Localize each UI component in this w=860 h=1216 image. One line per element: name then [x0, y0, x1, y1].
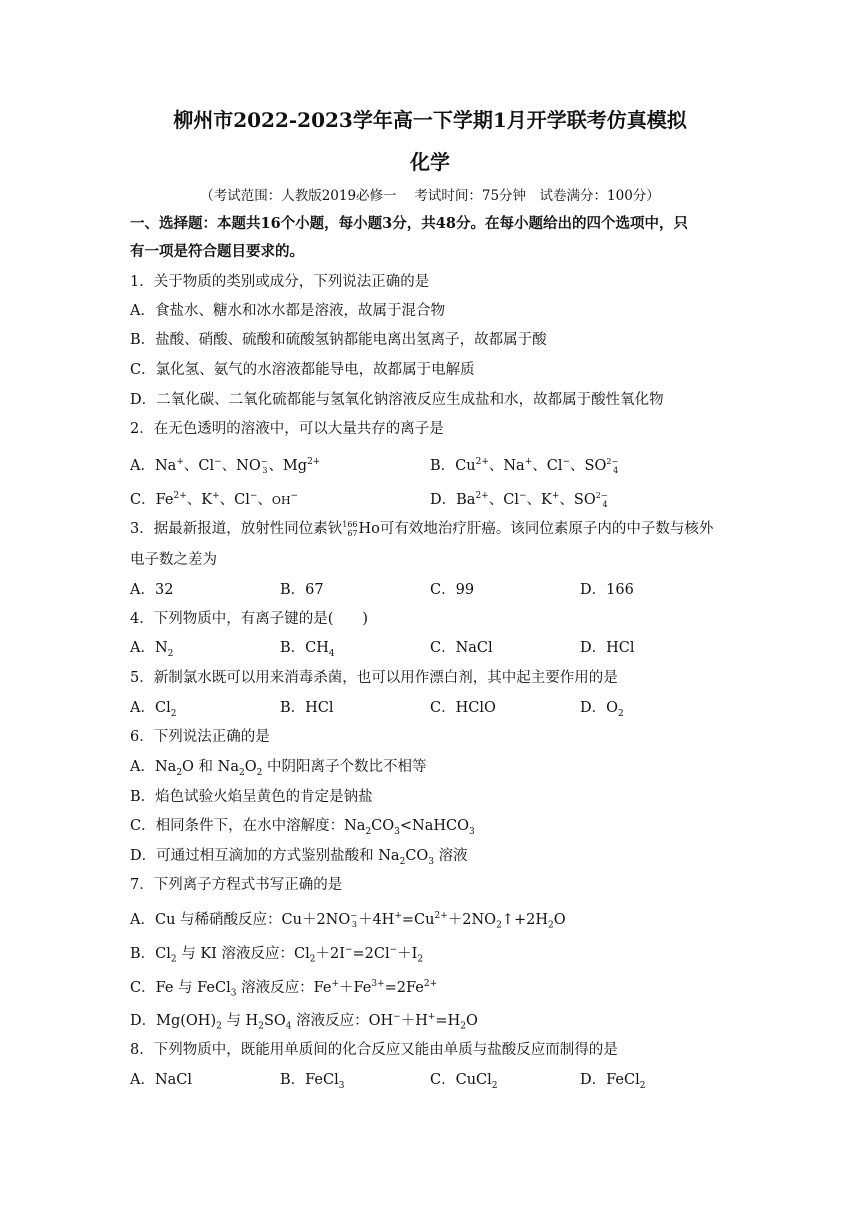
- q5-option-b: B．HCl: [280, 700, 334, 716]
- q5-stem: 5．新制氯水既可以用来消毒杀菌，也可以用作漂白剂，其中起主要作用的是: [130, 670, 618, 686]
- q1-option-c: C．氯化氢、氨气的水溶液都能导电，故都属于电解质: [130, 362, 475, 378]
- q5-option-a: A．$Cl_2$: [130, 700, 177, 719]
- q2-c-label: C．: [130, 491, 156, 508]
- q2-b-label: B．: [430, 457, 456, 474]
- q4-a-label: A．: [130, 640, 155, 656]
- q2-option-a: A．Na+、Cl−、NO− 3、$Mg^{2+}$: [130, 456, 321, 475]
- q3-stem-post: 可有效地治疗肝癌。该同位素原子内的中子数与核外: [379, 521, 714, 537]
- q6-option-c: C．相同条件下，在水中溶解度：$Na_2CO_3<NaHCO_3$: [130, 818, 475, 837]
- section-heading-line2: 有一项是符合题目要求的。: [130, 243, 304, 260]
- q2-option-b: B．$Cu^{2+}$、Na+、Cl−、SO2− 4: [430, 456, 619, 475]
- q4-b-label: B．: [280, 640, 306, 656]
- q2-a-label: A．: [130, 457, 155, 474]
- q3-option-c: C．99: [430, 582, 475, 598]
- q3-stem-pre: 3．据最新报道，放射性同位素钬: [130, 521, 343, 537]
- q7-option-a: A．Cu 与稀硝酸反应：Cu＋2NO− $3+4H^+=Cu^{2+}+2NO_2↑+2H_2O$: [130, 910, 566, 931]
- q1-option-b: B．盐酸、硝酸、硫酸和硫酸氢钠都能电离出氢离子，故都属于酸: [130, 332, 547, 348]
- q3-stem: [130, 519, 713, 539]
- q6-option-a: A．$Na_2O$ 和 $Na_2O_2$ 中阴阳离子个数比不相等: [130, 759, 427, 778]
- q3-option-d: D．166: [580, 582, 634, 598]
- q4-option-b: B．$CH_4$: [280, 640, 335, 659]
- q4-option-a: A．$N_2$: [130, 640, 174, 659]
- q1-option-a: A．食盐水、糖水和冰水都是溶液，故属于混合物: [130, 303, 445, 319]
- q3-atomic-number: 67: [347, 529, 358, 538]
- q5-a-label: A．: [130, 700, 155, 716]
- q2-stem: 2．在无色透明的溶液中，可以大量共存的离子是: [130, 421, 444, 437]
- q3-stem-line2: 电子数之差为: [130, 552, 217, 568]
- q5-option-c: C．HClO: [430, 700, 496, 716]
- q5-d-label: D．: [580, 700, 607, 716]
- q4-stem: 4．下列物质中，有离子键的是( ): [130, 611, 369, 627]
- q2-option-d: D．$Ba^{2+}$、Cl−、K+、SO2− 4: [430, 490, 608, 509]
- q8-option-b: B．FeCl$_3$: [280, 1072, 345, 1091]
- q2-d-label: D．: [430, 491, 457, 508]
- q6-option-b: B．焰色试验火焰呈黄色的肯定是钠盐: [130, 789, 373, 805]
- q7-option-b: B．$Cl_2$ 与 KI 溶液反应：$Cl_2+2I^-=2Cl^-+I_2$: [130, 945, 424, 965]
- q3-mass-number: 166: [342, 520, 358, 529]
- q6-option-d: D．可通过相互滴加的方式鉴别盐酸和 $Na_2CO_3$ 溶液: [130, 848, 468, 867]
- q8-option-a: A．NaCl: [130, 1072, 193, 1088]
- q3-element-symbol: Ho: [358, 521, 380, 537]
- exam-title: 柳州市2022-2023学年高一下学期1月开学联考仿真模拟: [173, 108, 687, 132]
- q7-option-c: C．Fe 与 FeCl$_3$ 溶液反应：$Fe^++Fe^{3+}=2Fe^{2+}$: [130, 979, 438, 999]
- q8-stem: 8．下列物质中，既能用单质间的化合反应又能由单质与盐酸反应而制得的是: [130, 1042, 618, 1058]
- section-heading-line1: 一、选择题：本题共16个小题，每小题3分，共48分。在每小题给出的四个选项中，只: [130, 215, 688, 232]
- q1-option-d: D．二氧化碳、二氧化硫都能与氢氧化钠溶液反应生成盐和水，故都属于酸性氧化物: [130, 392, 664, 408]
- q3-option-b: B．67: [280, 582, 324, 598]
- q6-stem: 6．下列说法正确的是: [130, 729, 270, 745]
- subject-title: 化学: [410, 150, 450, 174]
- q1-stem: 1．关于物质的类别或成分，下列说法正确的是: [130, 274, 430, 290]
- q3-option-a: A．32: [130, 582, 174, 598]
- exam-info: （考试范围：人教版2019必修一 考试时间：75分钟 试卷满分：100分）: [200, 188, 660, 204]
- q7-option-d: D．$Mg(OH)_2$ 与 $H_2SO_4$ 溶液反应：$OH^-+H^+=H_2O$: [130, 1012, 478, 1032]
- q4-option-d: D．HCl: [580, 640, 635, 656]
- q4-option-c: C．NaCl: [430, 640, 493, 656]
- q3-nuclide-numbers: [342, 520, 357, 538]
- q2-option-c: C．$Fe^{2+}$、K+、Cl−、OH−: [130, 491, 299, 508]
- q5-option-d: D．$O_2$: [580, 700, 624, 719]
- q7-stem: 7．下列离子方程式书写正确的是: [130, 877, 343, 893]
- q8-option-d: D．FeCl$_2$: [580, 1072, 646, 1091]
- q8-option-c: C．CuCl$_2$: [430, 1072, 498, 1091]
